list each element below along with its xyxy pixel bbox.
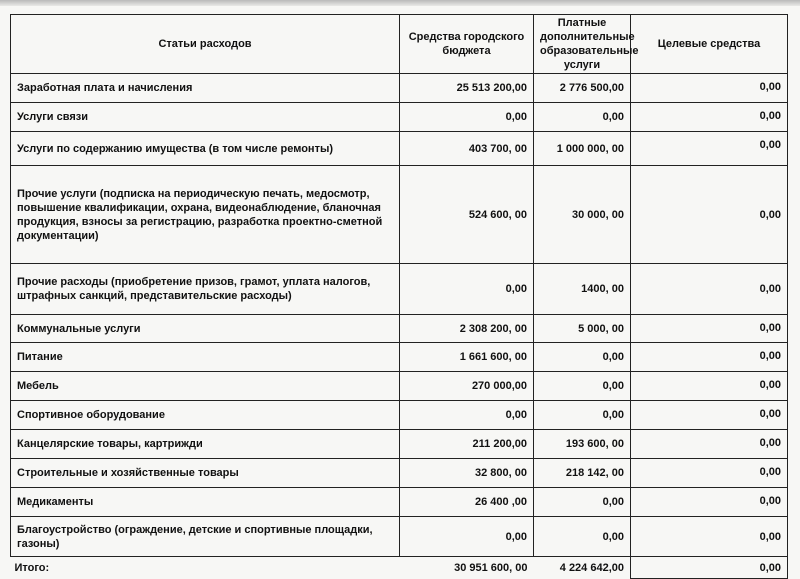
- row-item: Коммунальные услуги: [11, 315, 400, 343]
- row-item: Услуги связи: [11, 103, 400, 132]
- row-paid-services: 1 000 000, 00: [534, 132, 631, 166]
- row-target-funds: 0,00: [631, 430, 788, 459]
- row-paid-services: 218 142, 00: [534, 459, 631, 488]
- row-paid-services: 193 600, 00: [534, 430, 631, 459]
- row-paid-services: 5 000, 00: [534, 315, 631, 343]
- row-city-budget: 403 700, 00: [400, 132, 534, 166]
- row-target-funds: 0,00: [631, 103, 788, 132]
- row-target-funds: 0,00: [631, 372, 788, 401]
- row-target-funds: 0,00: [631, 488, 788, 517]
- scan-edge: [0, 0, 800, 6]
- row-city-budget: 0,00: [400, 103, 534, 132]
- table-row: [11, 74, 788, 103]
- row-target-funds: 0,00: [631, 517, 788, 557]
- row-paid-services: 0,00: [534, 401, 631, 430]
- table-row: [11, 459, 788, 488]
- header-target-funds: Целевые средства: [631, 15, 788, 74]
- table-row: [11, 166, 788, 264]
- row-city-budget: 2 308 200, 00: [400, 315, 534, 343]
- row-paid-services: 0,00: [534, 372, 631, 401]
- row-paid-services: 0,00: [534, 517, 631, 557]
- table-row: [11, 430, 788, 459]
- row-paid-services: 0,00: [534, 103, 631, 132]
- row-paid-services: 30 000, 00: [534, 166, 631, 264]
- row-target-funds: 0,00: [631, 459, 788, 488]
- table-row: [11, 103, 788, 132]
- row-item: Мебель: [11, 372, 400, 401]
- row-item: Канцелярские товары, картрижди: [11, 430, 400, 459]
- row-target-funds: 0,00: [631, 343, 788, 372]
- total-label: Итого:: [14, 561, 50, 574]
- header-paid-services: Платные дополнительные образовательные услуги: [534, 15, 631, 74]
- row-target-funds: 0,00: [631, 166, 788, 264]
- row-item: Медикаменты: [11, 488, 400, 517]
- table-row: [11, 372, 788, 401]
- row-city-budget: 25 513 200,00: [400, 74, 534, 103]
- row-target-funds: 0,00: [631, 401, 788, 430]
- row-paid-services: 2 776 500,00: [534, 74, 631, 103]
- header-item: Статьи расходов: [11, 15, 400, 74]
- total-target-funds: 0,00: [631, 557, 788, 579]
- row-city-budget: 1 661 600, 00: [400, 343, 534, 372]
- row-city-budget: 0,00: [400, 517, 534, 557]
- total-paid-services: 4 224 642,00: [559, 561, 624, 574]
- header-row: [11, 15, 788, 74]
- row-city-budget: 211 200,00: [400, 430, 534, 459]
- row-item: Услуги по содержанию имущества (в том числе ремонты): [11, 132, 400, 166]
- row-item: Питание: [11, 343, 400, 372]
- row-paid-services: 0,00: [534, 488, 631, 517]
- row-city-budget: 0,00: [400, 401, 534, 430]
- table-row: [11, 132, 788, 166]
- table-row: [11, 488, 788, 517]
- row-city-budget: 26 400 ,00: [400, 488, 534, 517]
- row-paid-services: 0,00: [534, 343, 631, 372]
- table-row: [11, 315, 788, 343]
- total-row: [11, 557, 788, 579]
- row-item: Прочие услуги (подписка на периодическую печать, медосмотр, повышение квалификации, охрана, видеонаблюдение, бланочная продукция, взносы за регистрацию, разработка проектно-сметной документации): [11, 166, 400, 264]
- row-item: Спортивное оборудование: [11, 401, 400, 430]
- row-target-funds: 0,00: [631, 132, 788, 166]
- row-target-funds: 0,00: [631, 74, 788, 103]
- row-target-funds: 0,00: [631, 264, 788, 315]
- row-target-funds: 0,00: [631, 315, 788, 343]
- row-city-budget: 270 000,00: [400, 372, 534, 401]
- header-city-budget: Средства городского бюджета: [400, 15, 534, 74]
- row-item: Строительные и хозяйственные товары: [11, 459, 400, 488]
- table-row: [11, 401, 788, 430]
- table-row: [11, 343, 788, 372]
- total-city-budget: 30 951 600, 00: [454, 561, 528, 574]
- table-row: [11, 264, 788, 315]
- row-item: Прочие расходы (приобретение призов, грамот, уплата налогов, штрафных санкций, представительские расходы): [11, 264, 400, 315]
- row-item: Заработная плата и начисления: [11, 74, 400, 103]
- row-city-budget: 0,00: [400, 264, 534, 315]
- expenses-table: [10, 14, 788, 579]
- row-paid-services: 1400, 00: [534, 264, 631, 315]
- table-row: [11, 517, 788, 557]
- row-city-budget: 524 600, 00: [400, 166, 534, 264]
- row-city-budget: 32 800, 00: [400, 459, 534, 488]
- row-item: Благоустройство (ограждение, детские и спортивные площадки, газоны): [11, 517, 400, 557]
